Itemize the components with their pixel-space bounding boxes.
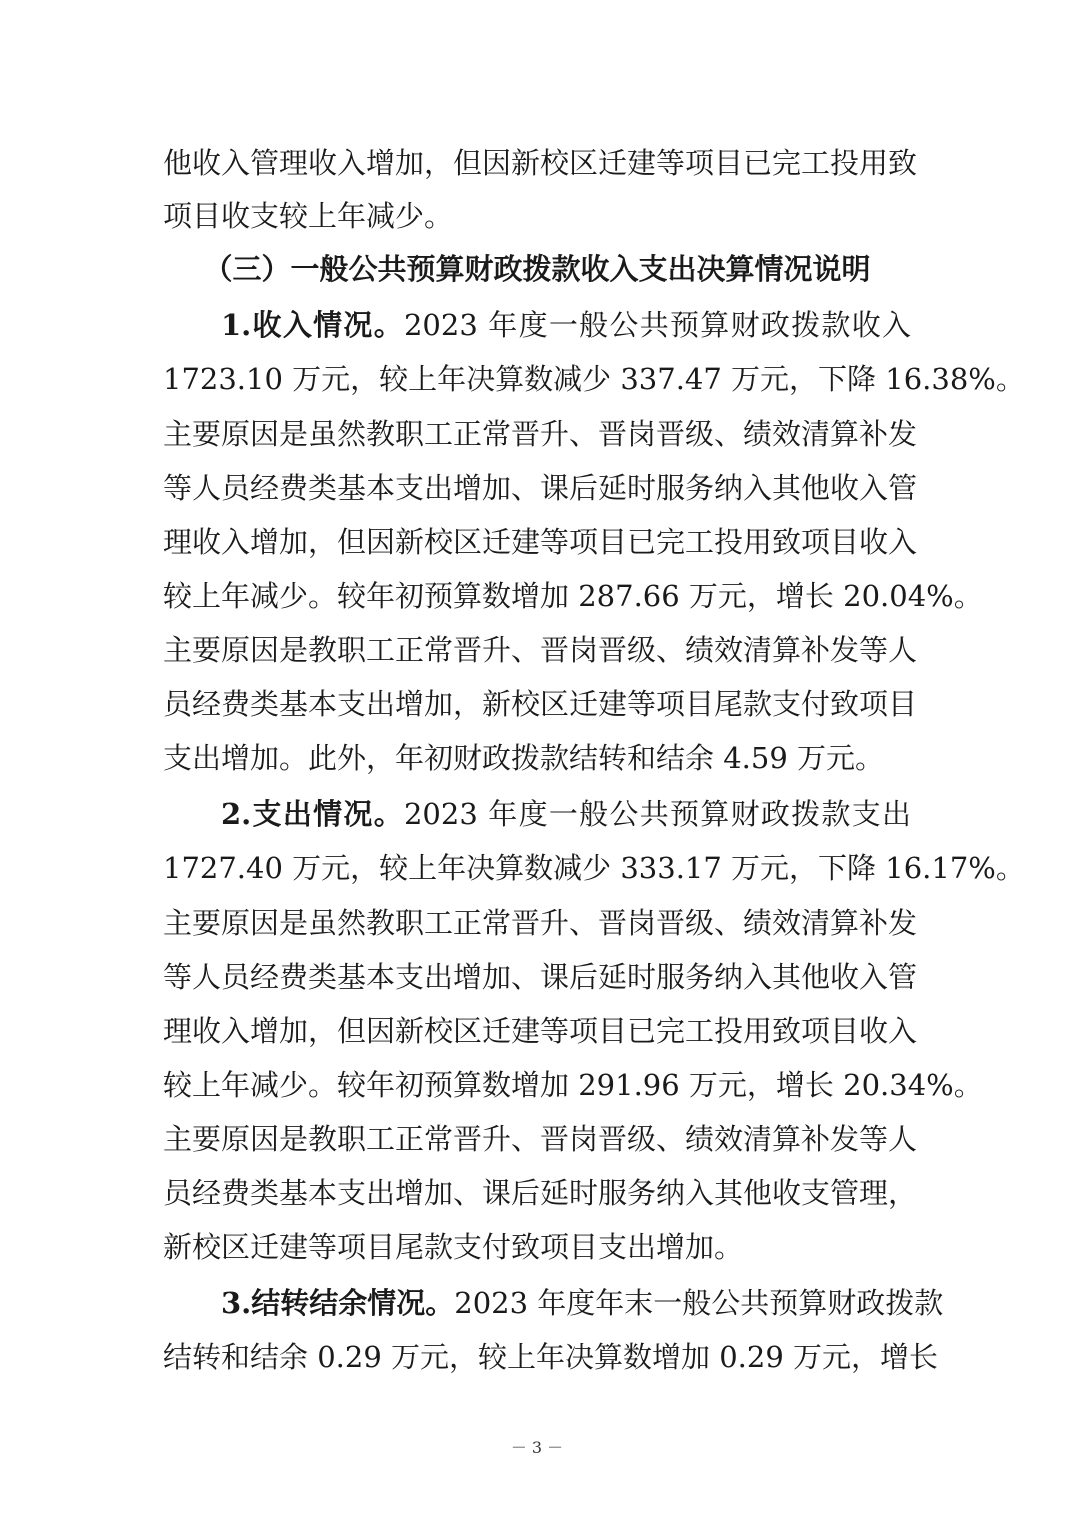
body-line: 主要原因是教职工正常晋升、晋岗晋级、绩效清算补发等人 [163, 1122, 918, 1156]
paragraph-text: 2023 年度年末一般公共预算财政拨款 [454, 1286, 944, 1320]
body-line: 他收入管理收入增加，但因新校区迁建等项目已完工投用致 [163, 146, 918, 180]
body-line: 理收入增加，但因新校区迁建等项目已完工投用致项目收入 [163, 1014, 918, 1048]
paragraph-first-line [221, 305, 911, 345]
body-line: 主要原因是虽然教职工正常晋升、晋岗晋级、绩效清算补发 [163, 906, 918, 940]
body-line: 理收入增加，但因新校区迁建等项目已完工投用致项目收入 [163, 525, 918, 559]
paragraph-lead: 3.结转结余情况。 [221, 1286, 455, 1320]
paragraph-first-line [221, 794, 911, 834]
body-line: 较上年减少。较年初预算数增加 291.96 万元，增长 20.34%。 [163, 1068, 983, 1102]
body-line: 员经费类基本支出增加，新校区迁建等项目尾款支付致项目 [163, 687, 918, 721]
body-line: 1727.40 万元，较上年决算数减少 333.17 万元，下降 16.17%。 [163, 851, 1025, 885]
body-line: 支出增加。此外，年初财政拨款结转和结余 4.59 万元。 [163, 741, 885, 775]
body-line: 新校区迁建等项目尾款支付致项目支出增加。 [163, 1230, 744, 1264]
body-line: 等人员经费类基本支出增加、课后延时服务纳入其他收入管 [163, 960, 918, 994]
paragraph-first-line [221, 1283, 944, 1323]
page-number: － 3 － [510, 1438, 564, 1457]
body-line: 结转和结余 0.29 万元，较上年决算数增加 0.29 万元，增长 [163, 1340, 939, 1374]
body-line: 较上年减少。较年初预算数增加 287.66 万元，增长 20.04%。 [163, 579, 983, 613]
paragraph-lead: 2.支出情况。 [221, 797, 404, 831]
body-line: 1723.10 万元，较上年决算数减少 337.47 万元，下降 16.38%。 [163, 362, 1025, 396]
paragraph-lead: 1.收入情况。 [221, 308, 404, 342]
body-line: 员经费类基本支出增加、课后延时服务纳入其他收支管理， [163, 1176, 918, 1210]
paragraph-text: 2023 年度一般公共预算财政拨款支出 [403, 797, 911, 831]
section-heading: （三）一般公共预算财政拨款收入支出决算情况说明 [203, 252, 871, 286]
body-line: 等人员经费类基本支出增加、课后延时服务纳入其他收入管 [163, 471, 918, 505]
body-line: 主要原因是虽然教职工正常晋升、晋岗晋级、绩效清算补发 [163, 417, 918, 451]
body-line: 项目收支较上年减少。 [163, 199, 454, 233]
paragraph-text: 2023 年度一般公共预算财政拨款收入 [403, 308, 911, 342]
body-line: 主要原因是教职工正常晋升、晋岗晋级、绩效清算补发等人 [163, 633, 918, 667]
